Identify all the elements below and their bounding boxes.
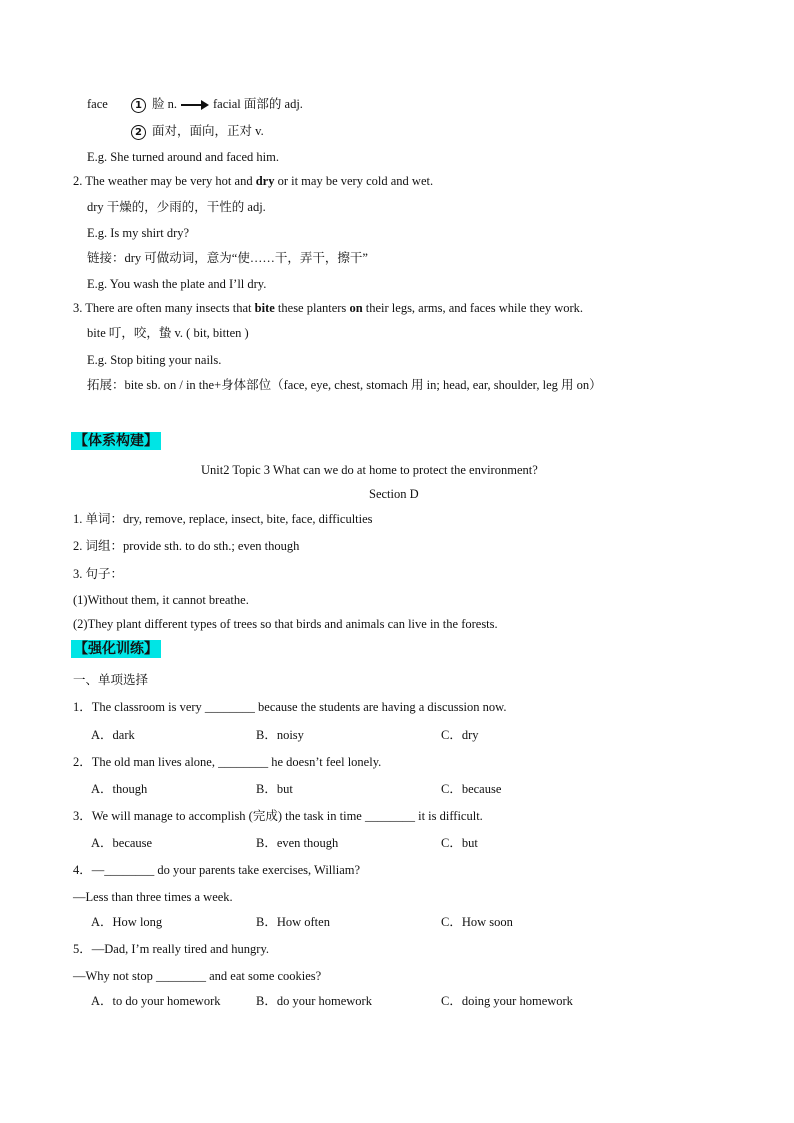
question-5-line2: —Why not stop ________ and eat some cookies?	[73, 969, 322, 983]
example-face: E.g. She turned around and faced him.	[87, 150, 279, 164]
q5-option-c: C．doing your homework	[441, 994, 573, 1008]
sentences-heading: 3. 句子：	[73, 567, 124, 581]
words-line: 1. 单词：dry, remove, replace, insect, bite, face, difficulties	[73, 512, 373, 526]
q2-option-a: A．though	[91, 782, 148, 796]
circled-number-2: 2	[131, 125, 146, 140]
vocab-sense-2: 2 面对，面向，正对 v.	[131, 123, 264, 140]
section-heading-system: 【体系构建】	[71, 432, 161, 450]
question-4-stem: 4．—________ do your parents take exercises, William?	[73, 863, 361, 877]
vocab-word-face	[87, 96, 108, 112]
unit-title: Unit2 Topic 3 What can we do at home to protect the environment?	[201, 463, 538, 477]
q5-option-b: B．do your homework	[256, 994, 372, 1008]
dry-link-note: 链接：dry 可做动词，意为“使……干，弄干，擦干”	[87, 251, 368, 265]
q4-option-b: B．How often	[256, 915, 330, 929]
q3-option-b: B．even though	[256, 836, 339, 850]
q1-option-a: A．dark	[91, 728, 135, 742]
section-subtitle: Section D	[369, 487, 419, 501]
q3-option-c: C．but	[441, 836, 478, 850]
vocab-word: face	[87, 97, 108, 111]
part-title: 一、单项选择	[73, 673, 149, 687]
question-1-stem: 1．The classroom is very ________ because the students are having a discussion now.	[73, 700, 507, 714]
q1-option-b: B．noisy	[256, 728, 304, 742]
q2-option-b: B．but	[256, 782, 293, 796]
q1-option-c: C．dry	[441, 728, 479, 742]
right-arrow-icon	[181, 100, 209, 110]
q4-option-a: A．How long	[91, 915, 163, 929]
q5-option-a: A．to do your homework	[91, 994, 221, 1008]
sentence-2: (2)They plant different types of trees so that birds and animals can live in the forests.	[73, 617, 498, 631]
phrases-line: 2. 词组：provide sth. to do sth.; even though	[73, 539, 300, 553]
bite-extension: 拓展：bite sb. on / in the+身体部位（face, eye, chest, stomach 用 in; head, ear, shoulder, leg 用 on）	[87, 378, 602, 392]
question-4-line2: —Less than three times a week.	[73, 890, 233, 904]
section-heading-practice: 【强化训练】	[71, 640, 161, 658]
item-3-sentence: 3. There are often many insects that bite these planters on their legs, arms, and faces while they work.	[73, 301, 584, 315]
q3-option-a: A．because	[91, 836, 153, 850]
item-2-sentence: 2. The weather may be very hot and dry or it may be very cold and wet.	[73, 174, 434, 188]
question-3-stem: 3．We will manage to accomplish (完成) the task in time ________ it is difficult.	[73, 809, 483, 823]
circled-number-1: 1	[131, 98, 146, 113]
bite-definition: bite 叮，咬，蛰 v. ( bit, bitten )	[87, 326, 249, 340]
dry-example-2: E.g. You wash the plate and I’ll dry.	[87, 277, 267, 291]
dry-example-1: E.g. Is my shirt dry?	[87, 226, 190, 240]
q2-option-c: C．because	[441, 782, 502, 796]
question-5-stem: 5．—Dad, I’m really tired and hungry.	[73, 942, 270, 956]
dry-definition: dry 干燥的，少雨的，干性的 adj.	[87, 200, 266, 214]
q4-option-c: C．How soon	[441, 915, 513, 929]
sentence-1: (1)Without them, it cannot breathe.	[73, 593, 249, 607]
question-2-stem: 2．The old man lives alone, ________ he doesn’t feel lonely.	[73, 755, 382, 769]
bite-example: E.g. Stop biting your nails.	[87, 353, 222, 367]
vocab-sense-1: 1 脸 n. facial 面部的 adj.	[131, 96, 303, 113]
